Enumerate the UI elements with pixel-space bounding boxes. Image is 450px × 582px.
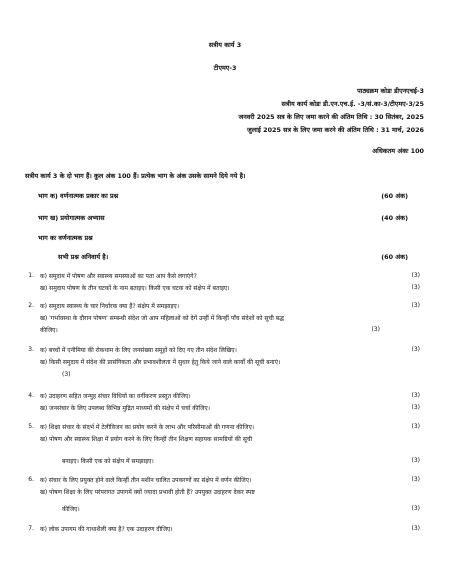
question-line: ख) किसी समुदाय में संदेश की प्रासंगिकता और प्रभावशीलता में सुधार हेतु किये जाने वाले कार्यों की सूची बनाएं। (40, 359, 281, 366)
document-code: टीएमए-3 (213, 64, 237, 72)
question-marks: (3) (411, 404, 420, 411)
question-marks: (3) (411, 346, 420, 353)
all-compulsory-marks: (60 अंक) (381, 253, 408, 261)
question-marks: (3) (411, 284, 420, 291)
question-number: 4. (28, 392, 34, 399)
question-line: ख) जनसंचार के लिए उपलब्ध विभिन्न मुद्रित माध्यमों की संक्षेप में चर्चा कीजिए। (40, 405, 210, 412)
question-line: क) बच्चों में एनीमिया की रोकथाम के लिए जनसंख्या समूहों को दिए गए तीन संदेश लिखिए। (40, 347, 237, 354)
question-line: कीजिए। (62, 506, 80, 513)
question-number: 6. (28, 476, 34, 483)
intro-text: सत्रीय कार्य 3 के दो भाग हैं। कुल अंक 100 हैं। प्रत्येक भाग के अंक उसके सामने दिये गये है। (25, 172, 246, 180)
question-number: 1. (28, 272, 34, 279)
question-line: क) लोक उपागम की गाथाशैली क्या है? एक उदाहरण दीजिए। (40, 526, 173, 533)
question-line: क) उदाहरण सहित जन्मुह संचार विधियों का वर्गीकरण प्रस्तुत कीजिए। (40, 393, 191, 400)
question-marks: (3) (411, 476, 420, 483)
part-b-label: भाग ख) प्रयोगात्मक अभ्यास (38, 214, 105, 222)
question-line: ख) 'गर्भावस्था के दौरान पोषण' सम्बन्धी संदेश जो आप महिलाओं को देगें उन्हीं में किन्हीं पाँच संदेशों को सूची बद्ध (40, 315, 284, 322)
question-line: क) समुदाय स्वास्थ्य के चार निर्धारक क्या हैं? संक्षेप में समझाइए। (40, 303, 179, 310)
assignment-code: सत्रीय कार्य कोडः डी.एन.एच.ई. -3/सं.का-3/टीएमए-3/25 (281, 100, 424, 108)
question-line: क) शिक्षा संचार के संदर्भ में टेलीविजन का प्रयोग करने के लाभ और परिसीमाओं की गणना कीजिए। (40, 424, 255, 431)
question-marks: (3) (411, 423, 420, 430)
due-date-july: जुलाई 2025 सत्र के लिए जमा करने की अंतिम तिथि : 31 मार्च, 2026 (247, 126, 424, 134)
question-marks: (3) (411, 302, 420, 309)
question-line: ख) समुदाय पोषण के तीन घटकों के नाम बताइए। किसी एक घटक को संक्षेप में बताइए। (40, 285, 230, 292)
part-b-marks: (40 अंक) (381, 214, 408, 222)
document-title: सत्रीय कार्य 3 (208, 41, 242, 49)
question-marks: (3) (411, 505, 420, 512)
all-compulsory-note: सभी प्रश्न अनिवार्य है। (58, 253, 109, 261)
question-marks: (3) (411, 392, 420, 399)
question-line: ख) पोषण शिक्षा के लिए परंपरागत उपागमें क्यों ज्यादा प्रभावी होती हैं? उपयुक्त उदाहरण देकर स्पष्ट (40, 489, 255, 496)
max-marks: अधिकतम अंकः 100 (372, 147, 424, 155)
question-line: क) संचार के लिए प्रयुक्त होने वाले किन्हीं तीन मशीन चालित उपकरणों का संक्षेप में वर्णन कीजिए। (40, 477, 252, 484)
question-number: 7. (28, 525, 34, 532)
part-a-label: भाग क) वर्णनात्मक प्रकार का प्रश्न (38, 192, 119, 200)
part-a-marks: (60 अंक) (381, 192, 408, 200)
question-number: 3. (28, 346, 34, 353)
question-number: 5. (28, 423, 34, 430)
question-line: बनाइए। किसी एक को संक्षेप में समझाइए। (62, 458, 154, 465)
question-marks: (3) (371, 326, 380, 333)
due-date-january: जनवरी 2025 सत्र के लिए जमा करने की अंतिम तिथि : 30 सितंबर, 2025 (238, 113, 424, 121)
question-line: ख) पोषण और स्वास्थ्य शिक्षा में प्रयोग करने के लिए किन्हीं तीन शिक्षण सहायक सामग्रियों की सूची (40, 436, 253, 443)
question-marks: (3) (411, 457, 420, 464)
question-number: 2. (28, 302, 34, 309)
question-marks: (3) (411, 525, 420, 532)
question-line: कीजिए। (40, 327, 58, 334)
part-a-heading: भाग कः वर्णनात्मक प्रश्न (38, 234, 93, 242)
question-line: (3) (62, 371, 71, 378)
course-code: पाठ्यक्रम कोडः डीएनएचई-3 (357, 87, 424, 95)
question-marks: (3) (411, 272, 420, 279)
question-line: क) समुदाय में पोषण और स्वास्थ्य समस्याओं का पता आप कैसे लगाएंगे? (40, 273, 197, 280)
